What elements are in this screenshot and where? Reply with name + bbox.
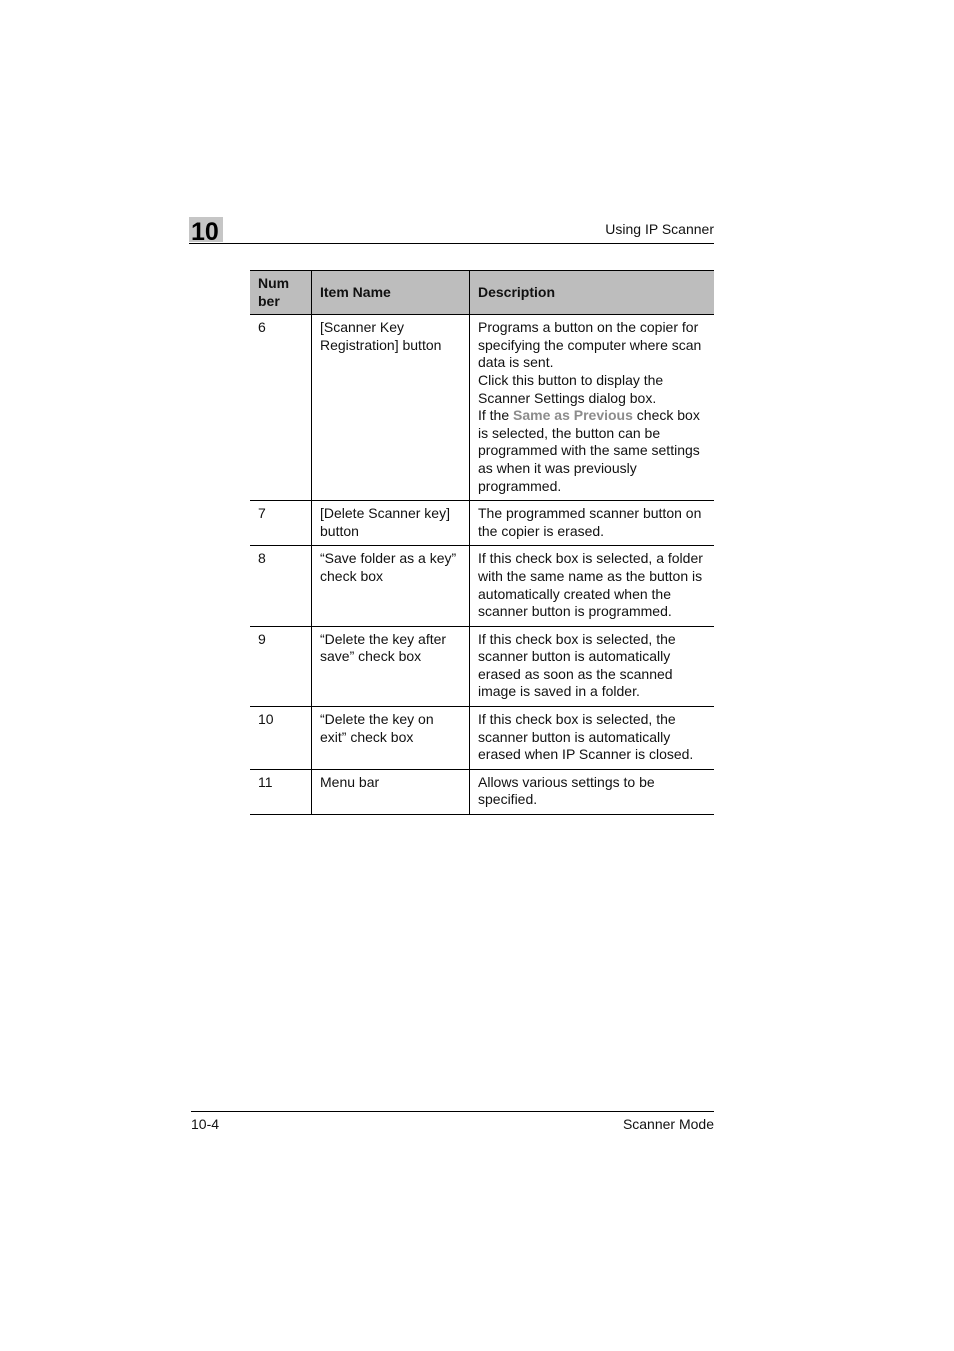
column-header-description: Description (470, 271, 715, 315)
table-row (250, 546, 714, 626)
description-text: check box is selected, the button can be programmed with the same settings as when it was previously programmed. (478, 407, 700, 494)
chapter-number: 10 (191, 218, 219, 246)
page-header (189, 216, 714, 244)
row-number: 11 (250, 769, 312, 814)
row-number: 7 (250, 501, 312, 546)
column-header-item-name: Item Name (312, 271, 470, 315)
page-footer (191, 1111, 714, 1134)
row-number: 6 (250, 315, 312, 501)
description-text: If the (478, 407, 514, 424)
table-row (250, 315, 714, 501)
item-description-table (250, 270, 714, 815)
description-line: Programs a button on the copier for specifying the computer where scan data is sent. (478, 319, 702, 371)
row-number: 10 (250, 707, 312, 770)
row-item-name: “Delete the key after save” check box (312, 626, 470, 706)
row-description: The programmed scanner button on the copier is erased. (470, 501, 715, 546)
row-item-name: “Save folder as a key” check box (312, 546, 470, 626)
column-header-number: Num ber (250, 271, 312, 315)
row-description: If this check box is selected, a folder with the same name as the button is automatically created when the scanner button is programmed. (470, 546, 715, 626)
row-number: 8 (250, 546, 312, 626)
table-header-row (250, 271, 714, 315)
row-description: Allows various settings to be specified. (470, 769, 715, 814)
page-number: 10-4 (191, 1116, 220, 1132)
row-description: If this check box is selected, the scanner button is automatically erased when IP Scanner is closed. (470, 707, 715, 770)
row-description: If this check box is selected, the scanner button is automatically erased as soon as the scanned image is saved in a folder. (470, 626, 715, 706)
row-item-name: Menu bar (312, 769, 470, 814)
row-item-name: [Scanner Key Registration] button (312, 315, 470, 501)
table-row (250, 626, 714, 706)
row-description (470, 315, 715, 501)
running-header-title: Using IP Scanner (605, 221, 714, 237)
table-row (250, 501, 714, 546)
chapter-number-box (189, 217, 223, 246)
footer-section-name: Scanner Mode (622, 1116, 714, 1132)
description-line (478, 407, 708, 495)
description-line: Click this button to display the Scanner Settings dialog box. (478, 371, 664, 406)
row-item-name: [Delete Scanner key] button (312, 501, 470, 546)
row-item-name: “Delete the key on exit” check box (312, 707, 470, 770)
table-row (250, 769, 714, 814)
table-row (250, 707, 714, 770)
row-number: 9 (250, 626, 312, 706)
same-as-previous-option-label: Same as Previous (513, 407, 633, 424)
